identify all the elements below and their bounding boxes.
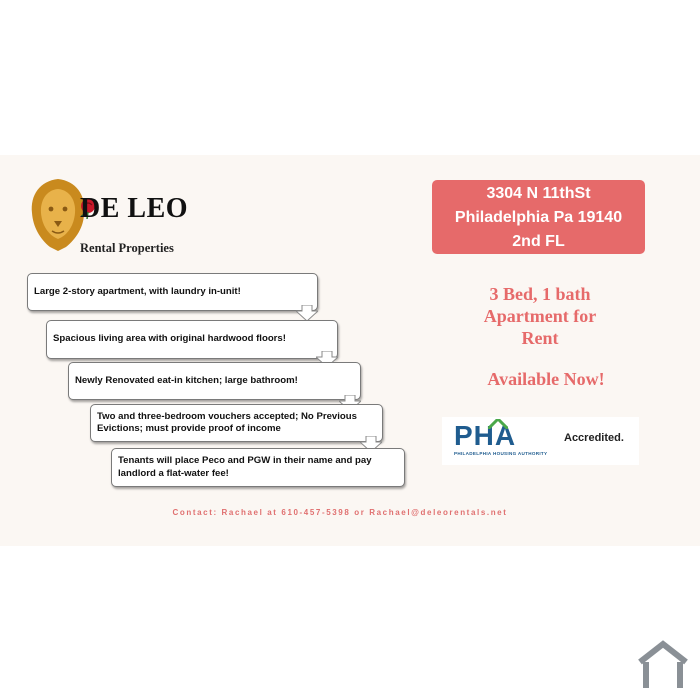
pha-roof-icon (488, 419, 508, 429)
feature-step-5 (111, 448, 405, 487)
feature-step-2 (46, 320, 338, 359)
availability-text: Available Now! (487, 369, 605, 389)
pha-org-name: PHILADELPHIA HOUSING AUTHORITY (454, 451, 548, 456)
address-line-3: 2nd FL (512, 233, 565, 250)
address-line-1: 3304 N 11thSt (486, 185, 591, 202)
down-arrow-icon (296, 305, 318, 321)
feature-step-4 (90, 404, 383, 442)
rental-flyer (0, 155, 700, 546)
pha-accredited-label: Accredited. (564, 432, 624, 444)
headline-line-3: Rent (521, 328, 559, 348)
feature-text: Spacious living area with original hardwood floors! (53, 333, 286, 345)
contact-info: Contact: Rachael at 610-457-5398 or Rachael@deleorentals.net (172, 508, 508, 517)
home-icon (636, 640, 690, 690)
headline-line-2: Apartment for (483, 306, 597, 326)
brand-subtitle: Rental Properties (80, 241, 174, 255)
feature-step-1 (27, 273, 318, 311)
address-line-2: Philadelphia Pa 19140 (454, 209, 623, 226)
feature-text: Newly Renovated eat-in kitchen; large bathroom! (75, 374, 298, 386)
headline-line-1: 3 Bed, 1 bath (489, 284, 591, 304)
feature-text: Large 2-story apartment, with laundry in-unit! (34, 285, 241, 297)
pha-accreditation-badge (442, 417, 639, 465)
feature-step-3 (68, 362, 361, 400)
feature-text: Two and three-bedroom vouchers accepted; No Previous Evictions; must provide proof of income (97, 410, 357, 434)
pha-logo-text: PHA (454, 420, 517, 451)
address-box (432, 180, 645, 254)
brand-name: DE LEO (80, 193, 189, 224)
feature-text: Tenants will place Peco and PGW in their name and pay landlord a flat-water fee! (118, 455, 372, 479)
listing-headline (452, 283, 628, 349)
